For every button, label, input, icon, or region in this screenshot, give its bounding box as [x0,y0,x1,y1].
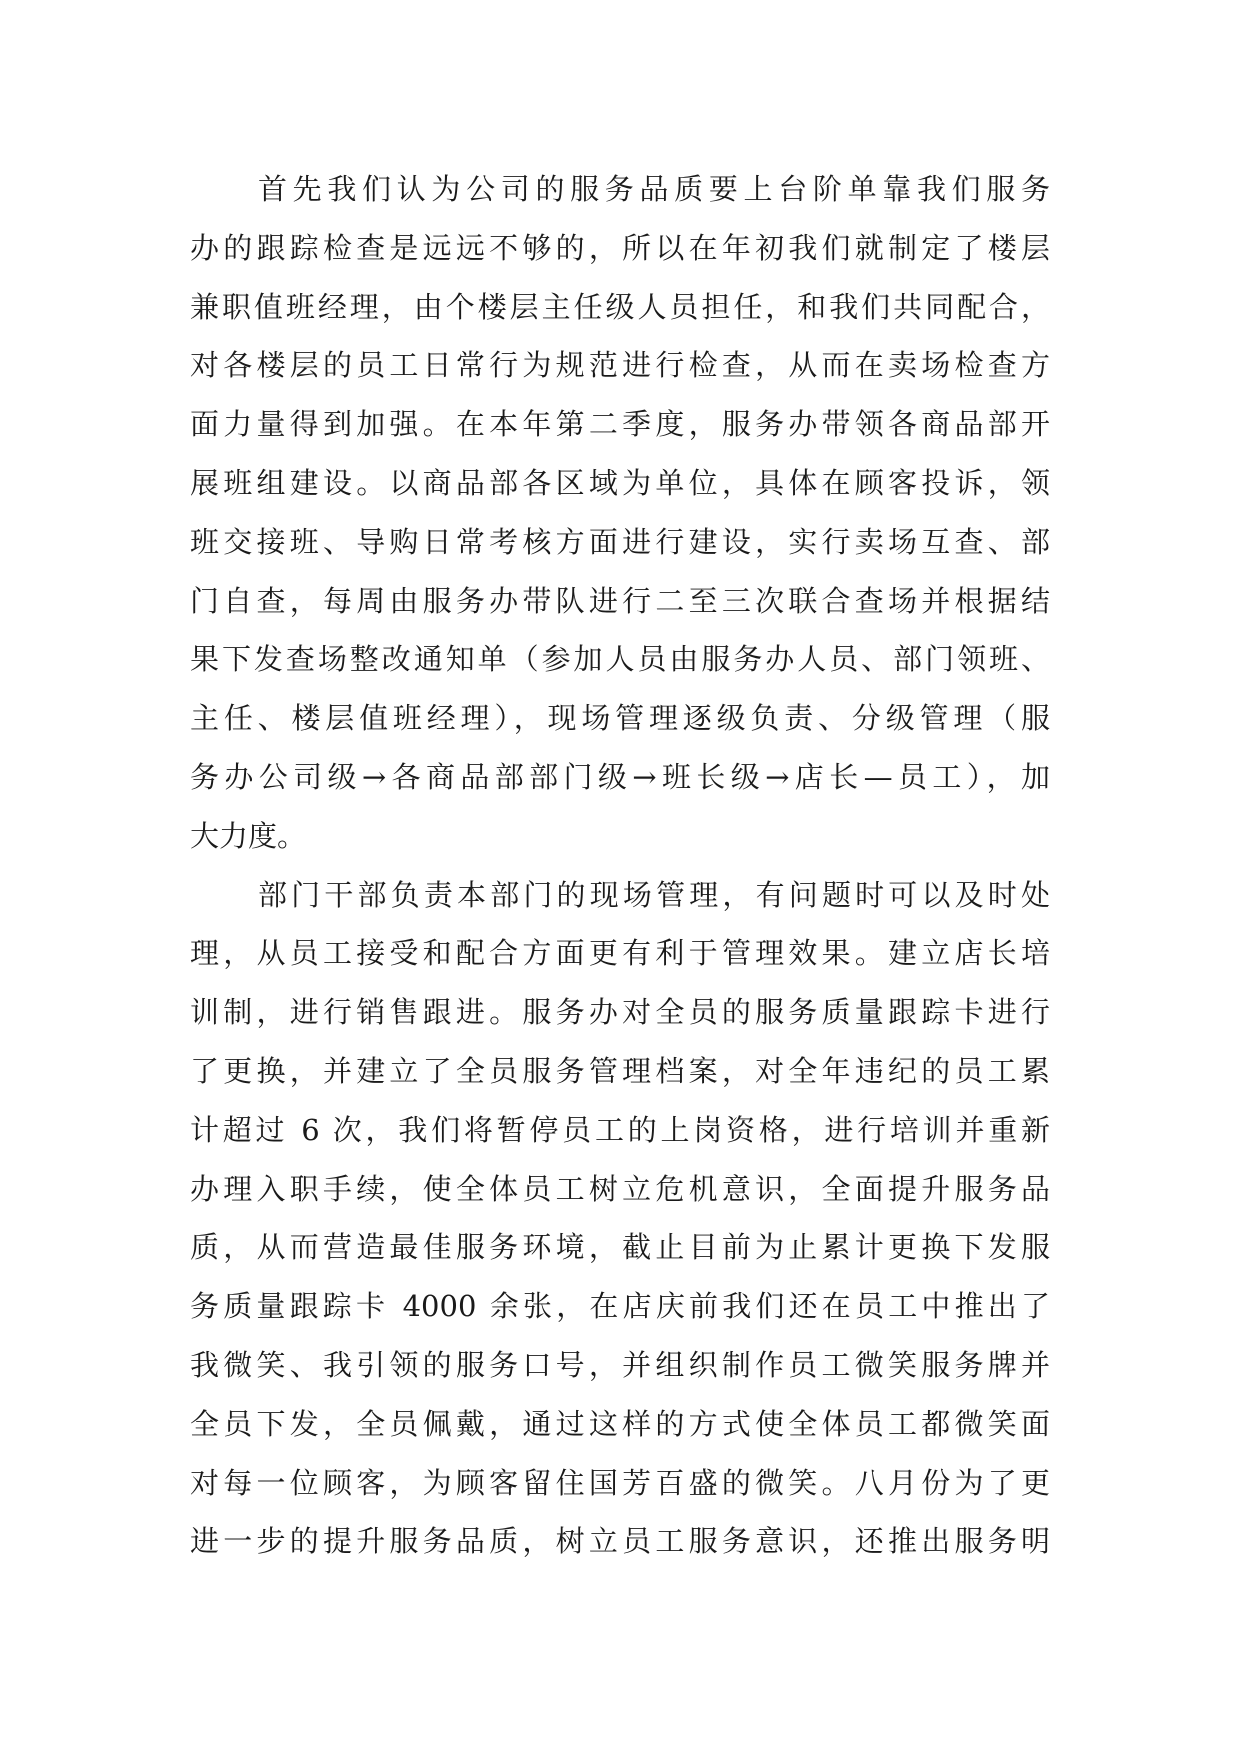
text-line: 主任、楼层值班经理），现场管理逐级负责、分级管理（服 [190,701,1050,736]
text-line: 训制，进行销售跟进。服务办对全员的服务质量跟踪卡进行 [190,995,1050,1030]
text-line: 务质量跟踪卡 4000 余张，在店庆前我们还在员工中推出了 [190,1289,1050,1324]
text-line: 部门干部负责本部门的现场管理，有问题时可以及时处 [258,877,1050,912]
text-line: 班交接班、导购日常考核方面进行建设，实行卖场互查、部 [190,524,1050,559]
text-line: 计超过 6 次，我们将暂停员工的上岗资格，进行培训并重新 [190,1112,1050,1147]
document-body [190,160,1050,1571]
text-line: 理，从员工接受和配合方面更有利于管理效果。建立店长培 [190,936,1050,971]
text-line: 进一步的提升服务品质，树立员工服务意识，还推出服务明 [190,1524,1050,1559]
text-line: 面力量得到加强。在本年第二季度，服务办带领各商品部开 [190,407,1050,442]
text-line: 质，从而营造最佳服务环境，截止目前为止累计更换下发服 [190,1230,1050,1265]
text-line: 办的跟踪检查是远远不够的，所以在年初我们就制定了楼层 [190,230,1050,265]
text-line: 办理入职手续，使全体员工树立危机意识，全面提升服务品 [190,1171,1050,1206]
paragraph-service-quality [190,160,1050,866]
text-line: 对各楼层的员工日常行为规范进行检查，从而在卖场检查方 [190,348,1050,383]
paragraph-department-management [190,866,1050,1572]
text-line: 我微笑、我引领的服务口号，并组织制作员工微笑服务牌并 [190,1347,1050,1382]
text-line: 对每一位顾客，为顾客留住国芳百盛的微笑。八月份为了更 [190,1465,1050,1500]
text-line: 大力度。 [190,818,307,853]
text-line: 务办公司级→各商品部部门级→班长级→店长—员工），加 [190,759,1050,794]
text-line: 了更换，并建立了全员服务管理档案，对全年违纪的员工累 [190,1053,1050,1088]
text-line: 首先我们认为公司的服务品质要上台阶单靠我们服务 [258,172,1050,206]
text-line: 果下发查场整改通知单（参加人员由服务办人员、部门领班、 [190,642,1050,677]
text-line: 全员下发，全员佩戴，通过这样的方式使全体员工都微笑面 [190,1406,1050,1441]
text-line: 展班组建设。以商品部各区域为单位，具体在顾客投诉，领 [190,465,1050,500]
text-line: 兼职值班经理，由个楼层主任级人员担任，和我们共同配合， [190,289,1050,324]
text-line: 门自查，每周由服务办带队进行二至三次联合查场并根据结 [190,583,1050,618]
